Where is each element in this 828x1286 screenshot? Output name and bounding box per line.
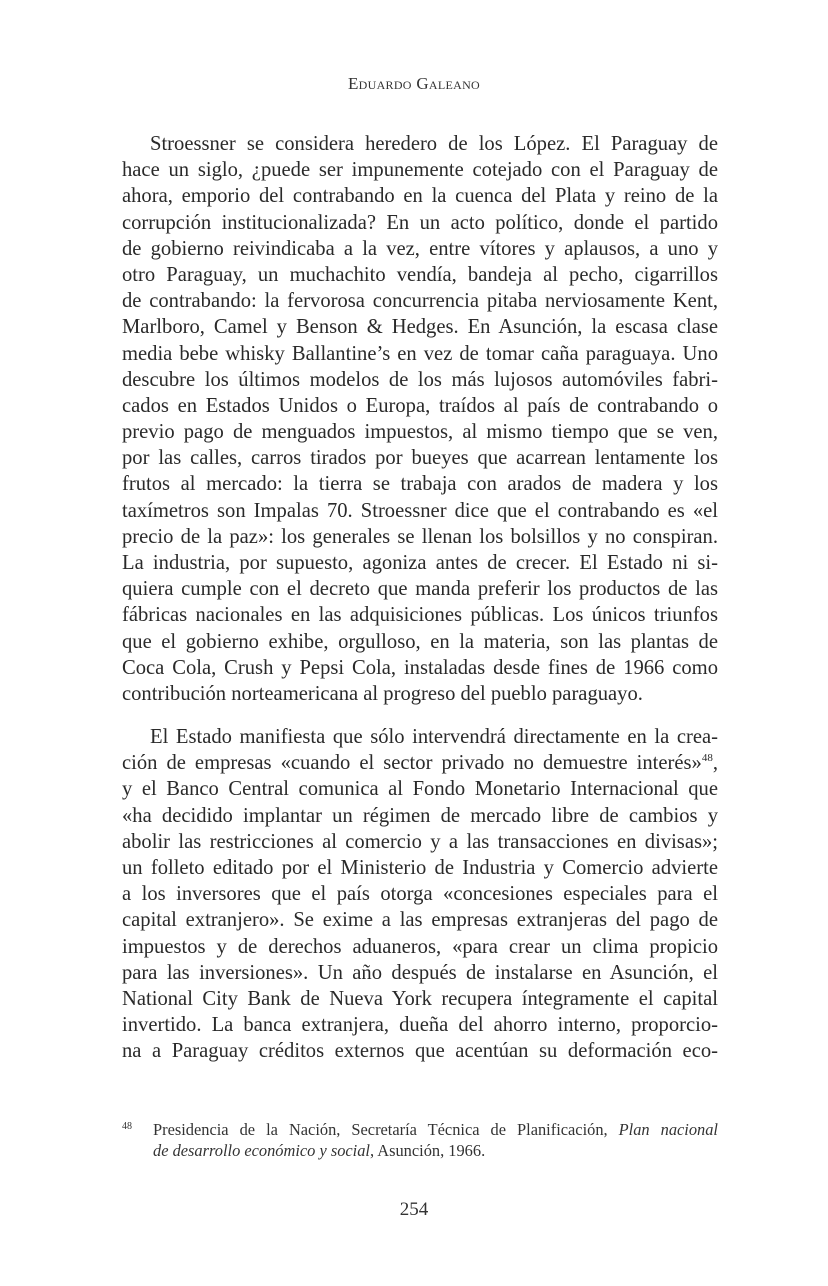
text-line: corrupción institucionalizada? En un acto político, donde el partido [122, 211, 718, 234]
text-line: frutos al mercado: la tierra se trabaja con arados de madera y los [122, 473, 718, 496]
text-line: media bebe whisky Ballantine’s en vez de tomar caña paraguaya. Uno [122, 342, 718, 365]
footnote-title: de desarrollo económico y social [153, 1141, 370, 1160]
text-line: por las calles, carros tirados por bueyes que acarrean lentamente los [122, 447, 718, 470]
page-number: 254 [399, 1199, 429, 1220]
text-line: Stroessner se considera heredero de los López. El Paraguay de [150, 133, 718, 155]
footnote-reference[interactable]: 48 [701, 752, 713, 765]
text-line: abolir las restricciones al comercio y a las transacciones en divisas»; [122, 830, 718, 853]
text-line: Marlboro, Camel y Benson & Hedges. En Asunción, la escasa clase [122, 316, 718, 339]
text-line-with-footnote-ref [122, 750, 718, 776]
footnote-text: Presidencia de la Nación, Secretaría Técnica de Planificación, [153, 1120, 619, 1139]
text-line: otro Paraguay, un muchachito vendía, bandeja al pecho, cigarrillos [122, 263, 718, 286]
text-line: fábricas nacionales en las adquisiciones públicas. Los únicos triunfos [122, 604, 718, 627]
text-line: cados en Estados Unidos o Europa, traídos al país de contrabando o [122, 394, 718, 417]
text-line: National City Bank de Nueva York recupera íntegramente el capital [122, 987, 718, 1010]
text-line: un folleto editado por el Ministerio de Industria y Comercio advierte [122, 856, 718, 879]
text-line: capital extranjero». Se exime a las empresas extranjeras del pago de [122, 909, 718, 932]
footnote [122, 1119, 718, 1161]
text-line: de gobierno reivindicaba a la vez, entre vítores y aplausos, a uno y [122, 237, 718, 260]
text-line: a los inversores que el país otorga «concesiones especiales para el [122, 883, 718, 906]
text-line: de contrabando: la fervorosa concurrencia pitaba nerviosamente Kent, [122, 290, 718, 313]
text-line: que el gobierno exhibe, orgulloso, en la materia, son las plantas de [122, 630, 718, 653]
text-line: invertido. La banca extranjera, dueña del ahorro interno, proporcio- [122, 1014, 718, 1037]
paragraph-2 [122, 724, 718, 1064]
paragraph-1 [122, 131, 718, 707]
footnote-number: 48 [122, 1121, 132, 1132]
text-line: precio de la paz»: los generales se llenan los bolsillos y no conspiran. [122, 525, 718, 548]
text-line: na a Paraguay créditos externos que acentúan su deformación eco- [122, 1040, 718, 1063]
footnote-title: Plan nacional [618, 1120, 718, 1139]
text-line: quiera cumple con el decreto que manda preferir los productos de las [122, 578, 718, 601]
text-segment: , [712, 752, 718, 775]
text-line: La industria, por supuesto, agoniza antes de crecer. El Estado ni si- [122, 552, 718, 574]
text-line: para las inversiones». Un año después de instalarse en Asunción, el [122, 961, 718, 984]
running-head: Eduardo Galeano [347, 74, 481, 93]
text-line: El Estado manifiesta que sólo intervendrá directamente en la crea- [150, 726, 718, 748]
footnote-text: , Asunción, 1966. [369, 1141, 486, 1160]
footnote-line [153, 1140, 718, 1161]
text-line: ahora, emporio del contrabando en la cuenca del Plata y reino de la [122, 185, 718, 208]
footnote-line [153, 1119, 718, 1140]
text-line: descubre los últimos modelos de los más lujosos automóviles fabri- [122, 368, 718, 391]
text-line: Coca Cola, Crush y Pepsi Cola, instaladas desde fines de 1966 como [122, 656, 718, 679]
text-line: impuestos y de derechos aduaneros, «para crear un clima propicio [122, 935, 718, 958]
text-line: previo pago de menguados impuestos, al mismo tiempo que se ven, [122, 421, 718, 444]
text-line: «ha decidido implantar un régimen de mercado libre de cambios y [122, 804, 718, 827]
text-line: y el Banco Central comunica al Fondo Monetario Internacional que [122, 778, 718, 801]
text-line: taxímetros son Impalas 70. Stroessner dice que el contrabando es «el [122, 499, 718, 522]
text-segment: ción de empresas «cuando el sector privado no demuestre interés» [122, 752, 702, 775]
text-line: contribución norteamericana al progreso del pueblo paraguayo. [122, 682, 643, 705]
text-line: hace un siglo, ¿puede ser impunemente cotejado con el Paraguay de [122, 159, 718, 182]
